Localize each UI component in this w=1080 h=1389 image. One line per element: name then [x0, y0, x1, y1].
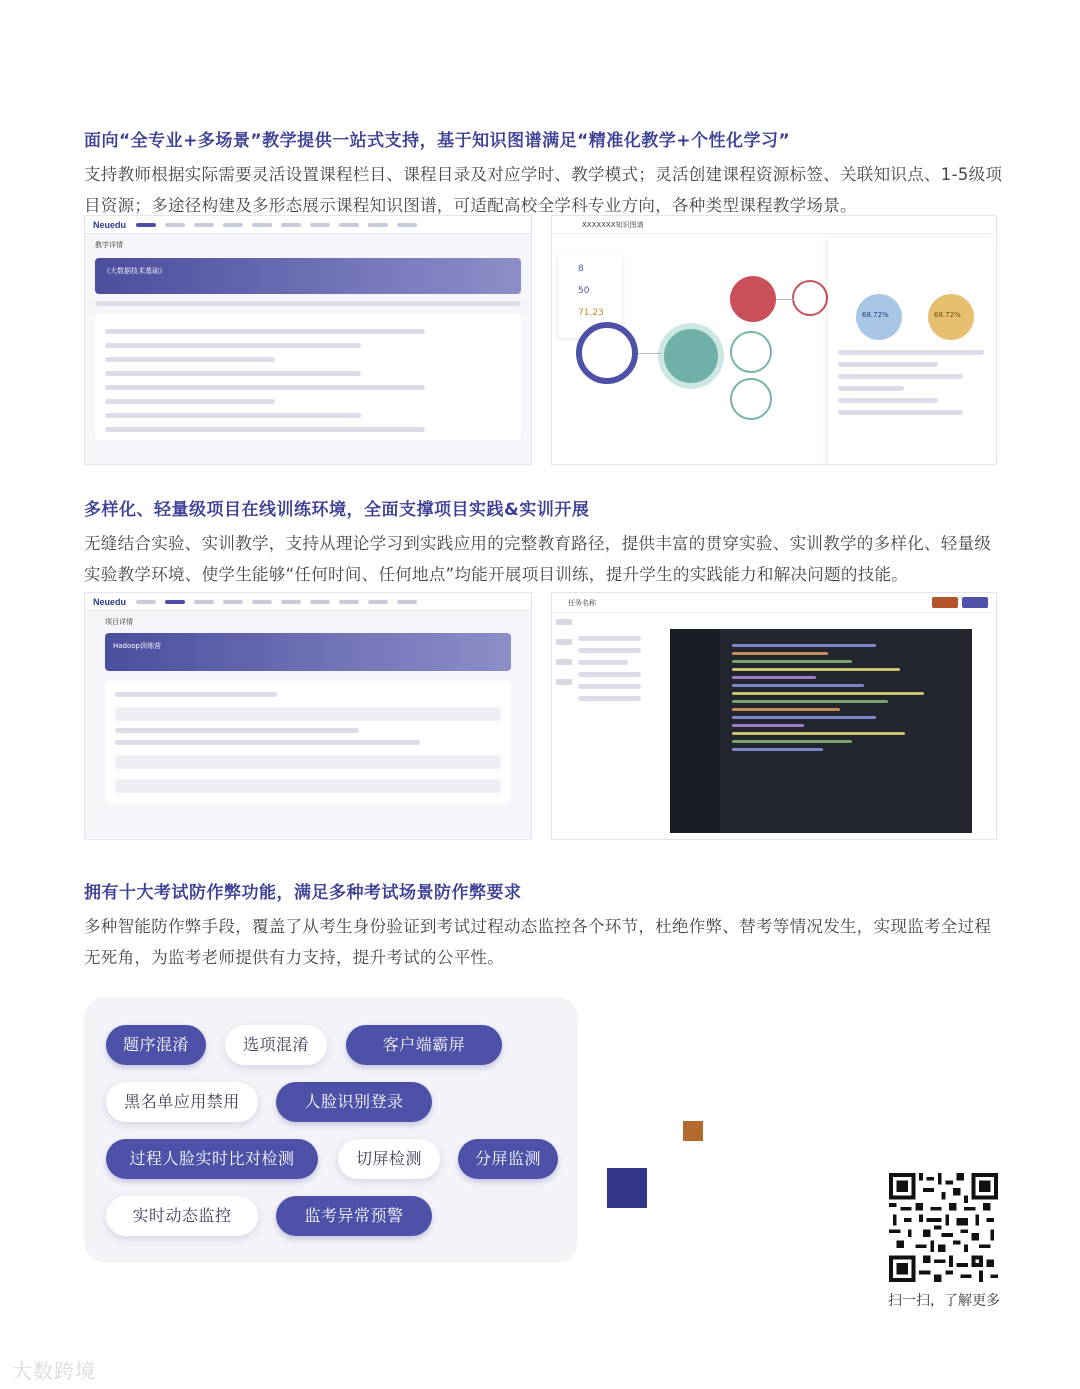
watermark: 大数跨境: [12, 1359, 96, 1383]
course-name: 《大数据技术基础》: [103, 267, 166, 275]
section-title: 面向“全专业+多场景”教学提供一站式支持，基于知识图谱满足“精准化教学+个性化学习”: [84, 131, 791, 151]
tag-anomaly-alert: 监考异常预警: [276, 1196, 432, 1236]
section-title: 多样化、轻量级项目在线训练环境，全面支撑项目实践&实训开展: [84, 500, 590, 520]
project-banner: [105, 633, 511, 671]
project-stages: [105, 681, 511, 803]
node-detail-panel: [828, 238, 994, 464]
graph-node-b: [730, 331, 772, 373]
anticheat-tag-panel: [84, 997, 578, 1263]
page-title: 教学详情: [95, 241, 123, 249]
project-name: Hadoop训练营: [113, 642, 162, 650]
side-toolbar: [556, 619, 572, 759]
section-title: 拥有十大考试防作弊功能，满足多种考试场景防作弊要求: [84, 883, 522, 903]
stat-value-a: 8: [578, 264, 584, 274]
stat-value-c: 71.23: [578, 308, 604, 318]
file-list: [578, 629, 662, 719]
stat-value-b: 50: [578, 286, 590, 296]
course-detail-screenshot: [84, 215, 532, 465]
percent-label-b: 68.72%: [934, 311, 961, 319]
graph-node-c: [730, 378, 772, 420]
tag-option-shuffle: 选项混淆: [225, 1025, 327, 1065]
project-detail-screenshot: [84, 592, 532, 840]
top-nav: [136, 600, 417, 604]
tag-switch-screen-detect: 切屏检测: [338, 1139, 440, 1179]
knowledge-graph-screenshot: [551, 215, 997, 465]
brand-logo: Neuedu: [93, 219, 127, 230]
decor-square-navy: [607, 1168, 647, 1208]
section-teaching-support: [84, 126, 1004, 221]
tag-face-login: 人脸识别登录: [276, 1082, 432, 1122]
graph-title: XXXXXXX知识图谱: [552, 216, 996, 234]
section-body: 无缝结合实验、实训教学，支持从理论学习到实践应用的完整教育路径，提供丰富的贯穿实验、实训教学的多样化、轻量级实验教学环境、使学生能够“任何时间、任何地点”均能开展项目训练，提升学生的实践能力和解决问题的技能。: [84, 534, 992, 584]
qr-caption: 扫一扫，了解更多: [888, 1293, 1000, 1309]
section-project-training: [84, 495, 1004, 590]
section-body: 多种智能防作弊手段，覆盖了从考生身份验证到考试过程动态监控各个环节，杜绝作弊、替考等情况发生，实现监考全过程无死角，为监考老师提供有力支持，提升考试的公平性。: [84, 917, 992, 967]
task-title: 任务名称: [552, 593, 996, 613]
tag-realtime-face-check: 过程人脸实时比对检测: [106, 1139, 318, 1179]
top-nav: [136, 223, 417, 227]
section-anti-cheat: [84, 878, 1004, 973]
tag-blacklist-apps: 黑名单应用禁用: [106, 1082, 258, 1122]
save-button-mini: [962, 597, 988, 608]
graph-node-center: [658, 323, 724, 389]
tag-client-lock-screen: 客户端霸屏: [346, 1025, 502, 1065]
submit-button-mini: [932, 597, 958, 608]
tag-realtime-monitor: 实时动态监控: [106, 1196, 258, 1236]
code-environment-screenshot: [551, 592, 997, 840]
tag-split-screen-detect: 分屏监测: [458, 1139, 558, 1179]
course-outline: [95, 314, 521, 440]
code-editor: [670, 629, 972, 833]
course-banner: [95, 258, 521, 294]
page-title: 项目详情: [105, 618, 133, 626]
graph-node-d: [792, 280, 828, 316]
decor-square-orange: [683, 1121, 703, 1141]
section-body: 支持教师根据实际需要灵活设置课程栏目、课程目录及对应学时、教学模式；灵活创建课程资源标签、关联知识点、1-5级项目资源；多途径构建及多形态展示课程知识图谱，可适配高校全学科专业方向，各种类型课程教学场景。: [84, 165, 1003, 215]
qr-code: [889, 1173, 998, 1282]
graph-node-root: [576, 322, 638, 384]
brand-logo: Neuedu: [93, 596, 127, 607]
tag-question-shuffle: 题序混淆: [106, 1025, 206, 1065]
graph-node-a: [730, 276, 776, 322]
percent-label-a: 68.72%: [862, 311, 889, 319]
